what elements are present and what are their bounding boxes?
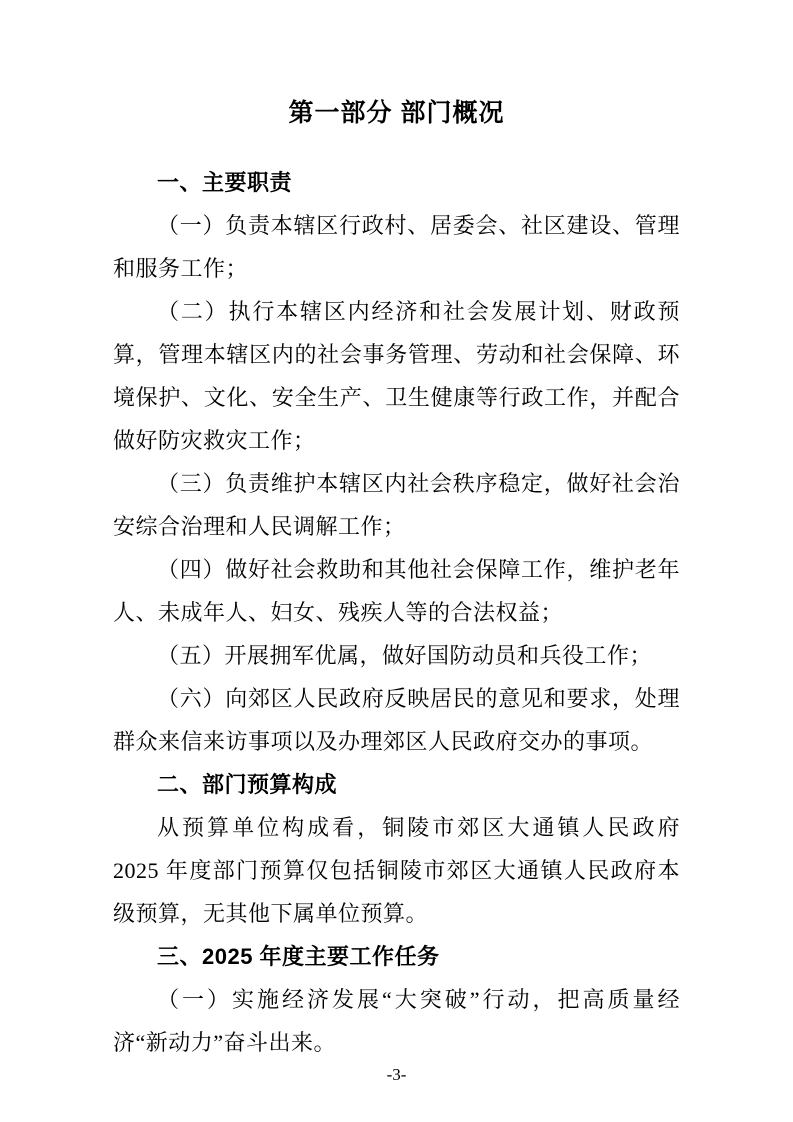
section-1-paragraph-4: （四）做好社会救助和其他社会保障工作，维护老年人、未成年人、妇女、残疾人等的合法权益；: [113, 557, 680, 625]
section-3-paragraph-1: （一）实施经济发展“大突破”行动，把高质量经济“新动力”奋斗出来。: [113, 987, 680, 1055]
section-1-paragraph-3: （三）负责维护本辖区内社会秩序稳定，做好社会治安综合治理和人民调解工作；: [113, 471, 680, 539]
document-title: 第一部分 部门概况: [288, 99, 505, 127]
section-3-heading: 三、2025 年度主要工作任务: [157, 944, 440, 969]
section-2-heading: 二、部门预算构成: [157, 772, 338, 797]
section-2-paragraph-1: 从预算单位构成看，铜陵市郊区大通镇人民政府 2025 年度部门预算仅包括铜陵市郊区大通镇人民政府本级预算，无其他下属单位预算。: [113, 815, 680, 926]
document-body: [113, 161, 680, 1064]
section-1-paragraph-2: （二）执行本辖区内经济和社会发展计划、财政预算，管理本辖区内的社会事务管理、劳动和社会保障、环境保护、文化、安全生产、卫生健康等行政工作，并配合做好防灾救灾工作；: [113, 299, 680, 453]
section-1-paragraph-1: （一）负责本辖区行政村、居委会、社区建设、管理和服务工作；: [113, 213, 680, 281]
page-number: -3-: [386, 1065, 407, 1084]
section-1-paragraph-6: （六）向郊区人民政府反映居民的意见和要求，处理群众来信来访事项以及办理郊区人民政府交办的事项。: [113, 686, 680, 754]
section-1-paragraph-5: （五）开展拥军优属，做好国防动员和兵役工作；: [157, 643, 653, 668]
section-1-heading: 一、主要职责: [157, 170, 293, 195]
